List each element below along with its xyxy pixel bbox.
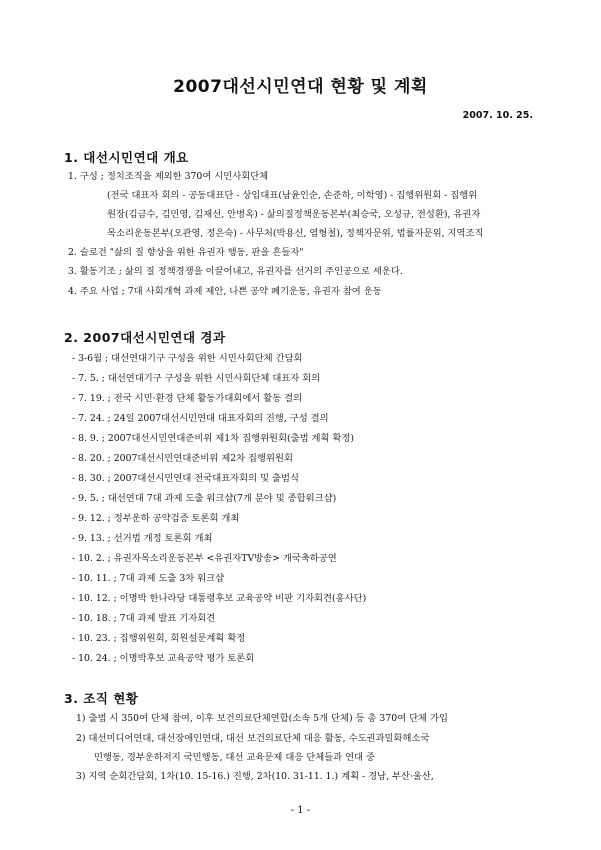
progress-item: - 10. 24. ; 이명박후보 교육공약 평가 토론회 [72,653,255,664]
progress-item: - 10. 12. ; 이명박 한나라당 대통령후보 교육공약 비판 기자회견(홍사단) [72,593,367,604]
overview-line: 1. 구성 ; 정치조직을 제외한 370여 시민사회단체 [68,171,269,182]
progress-item: - 10. 23. ; 집행위원회, 회원설문계획 확정 [72,633,246,644]
section-heading-progress: 2. 2007대선시민연대 경과 [64,330,226,345]
organization-line: 1) 출범 시 350여 단체 참여, 이후 보건의료단체연합(소속 5개 단체) 등 총 370여 단체 가입 [76,713,448,724]
progress-item: - 10. 11. ; 7대 과제 도출 3차 워크샵 [72,573,225,584]
progress-item: - 3-6월 ; 대선연대기구 구성을 위한 시민사회단체 간담회 [72,353,303,364]
organization-line: 2) 대선미디어연대, 대선장애인연대, 대선 보건의료단체 대응 활동, 수도권과밀화해소국 [76,733,430,744]
progress-item: - 7. 24. ; 24일 2007대선시민연대 대표자회의 진행, 구성 결의 [72,413,329,424]
progress-item: - 9. 12. ; 정부운하 공약검증 토론회 개최 [72,513,240,524]
progress-item: - 8. 30. ; 2007대선시민연대 전국대표자회의 및 출범식 [72,473,299,484]
organization-line: 민행동, 경부운하저지 국민행동, 대선 교육문제 대응 단체들과 연대 중 [94,752,376,763]
progress-item: - 7. 19. ; 전국 시민·환경 단체 활동가대회에서 활동 결의 [72,393,303,404]
page-number: - 1 - [290,805,311,816]
document-date: 2007. 10. 25. [462,110,533,121]
organization-line: 3) 지역 순회간담회, 1차(10. 15-16.) 진행, 2차(10. 31-11. 1.) 계획 - 경남, 부산·울산, [76,771,434,782]
overview-line: (전국 대표자 회의 - 공동대표단 - 상임대표(남윤인순, 손준하, 이학영) - 집행위원회 - 집행위 [107,190,478,201]
overview-line: 2. 슬로건 "삶의 질 향상을 위한 유권자 행동, 판을 흔들자" [68,247,304,258]
progress-item: - 10. 2. ; 유권자목소리운동본부 <유권자TV방송> 개국축하공연 [72,553,337,564]
progress-item: - 7. 5. ; 대선연대기구 구성을 위한 시민사회단체 대표자 회의 [72,373,321,384]
overview-line: 4. 주요 사업 ; 7대 사회개혁 과제 제안, 나쁜 공약 폐기운동, 유권자 참여 운동 [68,286,382,297]
section-heading-overview: 1. 대선시민연대 개요 [64,150,189,165]
document-title: 2007대선시민연대 현황 및 계획 [173,77,428,97]
progress-item: - 8. 20. ; 2007대선시민연대준비위 제2차 집행위원회 [72,453,293,464]
overview-line: 목소리운동본부(오관영, 정은숙) - 사무처(박용신, 염형철), 정책자문위, 법률자문위, 지역조직 [107,228,484,239]
progress-item: - 9. 13. ; 선거법 개정 토론회 개최 [72,533,213,544]
overview-line: 원장(김금수, 김민영, 김재선, 안병옥) - 삶의질정책운동본부(최승국, 오성규, 전성환), 유권자 [107,209,481,220]
progress-item: - 9. 5. ; 대선연대 7대 과제 도출 워크샵(7개 분야 및 종합워크샵) [72,493,337,504]
overview-line: 3. 활동기조 ; 삶의 질 정책경쟁을 이끌어내고, 유권자를 선거의 주인공으로 세운다. [68,266,403,277]
progress-item: - 10. 18. ; 7대 과제 발표 기자회견 [72,613,216,624]
section-heading-organization: 3. 조직 현황 [64,691,139,706]
progress-item: - 8. 9. ; 2007대선시민연대준비위 제1차 집행위원회(출범 계획 확정) [72,433,355,444]
